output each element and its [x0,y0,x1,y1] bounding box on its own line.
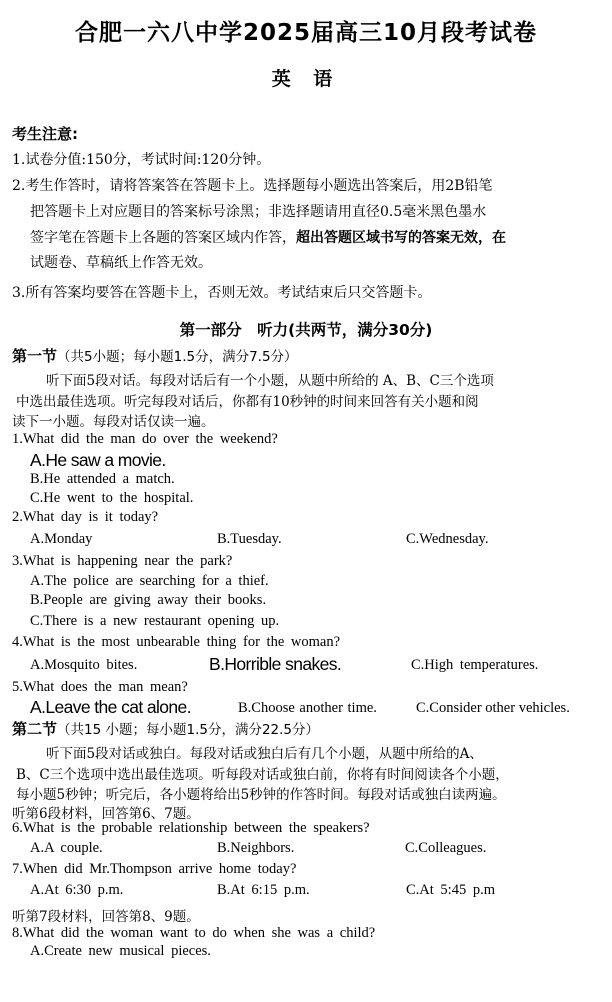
section2-scoring: （共15 小题；每小题1.5分，满分22.5分） [57,722,320,738]
question-stem: 8.What did the woman want to do when she was a child? [12,925,376,941]
question-stem: 3.What is happening near the park? [12,553,233,569]
option-a: A.Mosquito bites. [30,657,138,673]
option-c: C.At 5:45 p.m [406,882,495,898]
question-stem: 5.What does the man mean? [12,679,188,695]
option-b: B.Choose another time. [238,700,377,716]
section2-instr-line2: B、C三个选项中选出最佳选项。听每段对话或独白前，你将有时间阅读各个小题， [16,767,509,783]
exam-title: 合肥一六八中学2025届高三10月段考试卷 [74,20,538,46]
material-7-note: 听第7段材料，回答第8、9题。 [12,909,200,925]
option-a: A.Monday [30,531,93,547]
option-a: A.The police are searching for a thief. [30,573,269,589]
section1-instr-line2: 中选出最佳选项。听完每段对话后，你都有10秒钟的时间来回答有关小题和阅 [16,394,479,410]
section2-heading-line [12,718,319,739]
section1-instr-line1: 听下面5段对话。每段对话后有一个小题，从题中所给的 A、B、C三个选项 [46,373,494,389]
option-b: B.People are giving away their books. [30,592,267,608]
section2-heading: 第二节 [12,720,58,738]
option-b: B.Horrible snakes. [209,654,342,674]
question-stem: 2.What day is it today? [12,509,159,525]
option-b: B.He attended a match. [30,471,175,487]
option-b: B.Neighbors. [217,840,295,856]
subject-title: 英 语 [271,68,341,90]
material-6-note: 听第6段材料，回答第6、7题。 [12,806,200,822]
question-stem: 6.What is the probable relationship between the speakers? [12,820,370,836]
option-c: C.High temperatures. [411,657,539,673]
notice-item-2-line4: 试题卷、草稿纸上作答无效。 [30,255,212,271]
option-c: C.Wednesday. [406,531,489,547]
notice-item-3: 3.所有答案均要答在答题卡上，否则无效。考试结束后只交答题卡。 [12,285,432,301]
option-c: C.Consider other vehicles. [416,700,570,716]
option-a: A.He saw a movie. [30,450,166,470]
option-a: A.Leave the cat alone. [30,697,191,717]
question-stem: 7.When did Mr.Thompson arrive home today? [12,861,297,877]
notice-text: 签字笔在答题卡上各题的答案区域内作答， [30,230,296,246]
question-stem: 1.What did the man do over the weekend? [12,431,278,447]
notice-bold-warning: 超出答题区域书写的答案无效，在 [296,230,506,246]
option-c: C.There is a new restaurant opening up. [30,613,280,629]
option-a: A.At 6:30 p.m. [30,882,124,898]
option-b: B.At 6:15 p.m. [217,882,310,898]
section2-instr-line3: 每小题5秒钟；听完后，各小题将给出5秒钟的作答时间。每段对话或独白读两遍。 [16,787,506,803]
section2-instr-line1: 听下面5段对话或独白。每段对话或独白后有几个小题，从题中所给的A、 [46,746,483,762]
notice-item-2-line1: 2.考生作答时，请将答案答在答题卡上。选择题每小题选出答案后，用2B铅笔 [12,178,493,194]
part1-title: 第一部分 听力(共两节，满分30分) [179,321,433,339]
option-c: C.He went to the hospital. [30,490,194,506]
option-b: B.Tuesday. [217,531,282,547]
option-c: C.Colleagues. [405,840,487,856]
section1-heading-line [12,345,298,366]
notice-item-2-line2: 把答题卡上对应题目的答案标号涂黑；非选择题请用直径0.5毫米黑色墨水 [30,204,487,220]
notice-heading: 考生注意: [12,125,78,143]
notice-item-1: 1.试卷分值:150分，考试时间:120分钟。 [12,152,271,168]
option-a: A.A couple. [30,840,103,856]
notice-item-2-line3 [30,227,506,247]
section1-heading: 第一节 [12,347,58,365]
option-a: A.Create new musical pieces. [30,943,211,959]
section1-scoring: （共5小题；每小题1.5分，满分7.5分） [57,349,298,365]
question-stem: 4.What is the most unbearable thing for the woman? [12,634,341,650]
section1-instr-line3: 读下一小题。每段对话仅读一遍。 [12,414,215,430]
